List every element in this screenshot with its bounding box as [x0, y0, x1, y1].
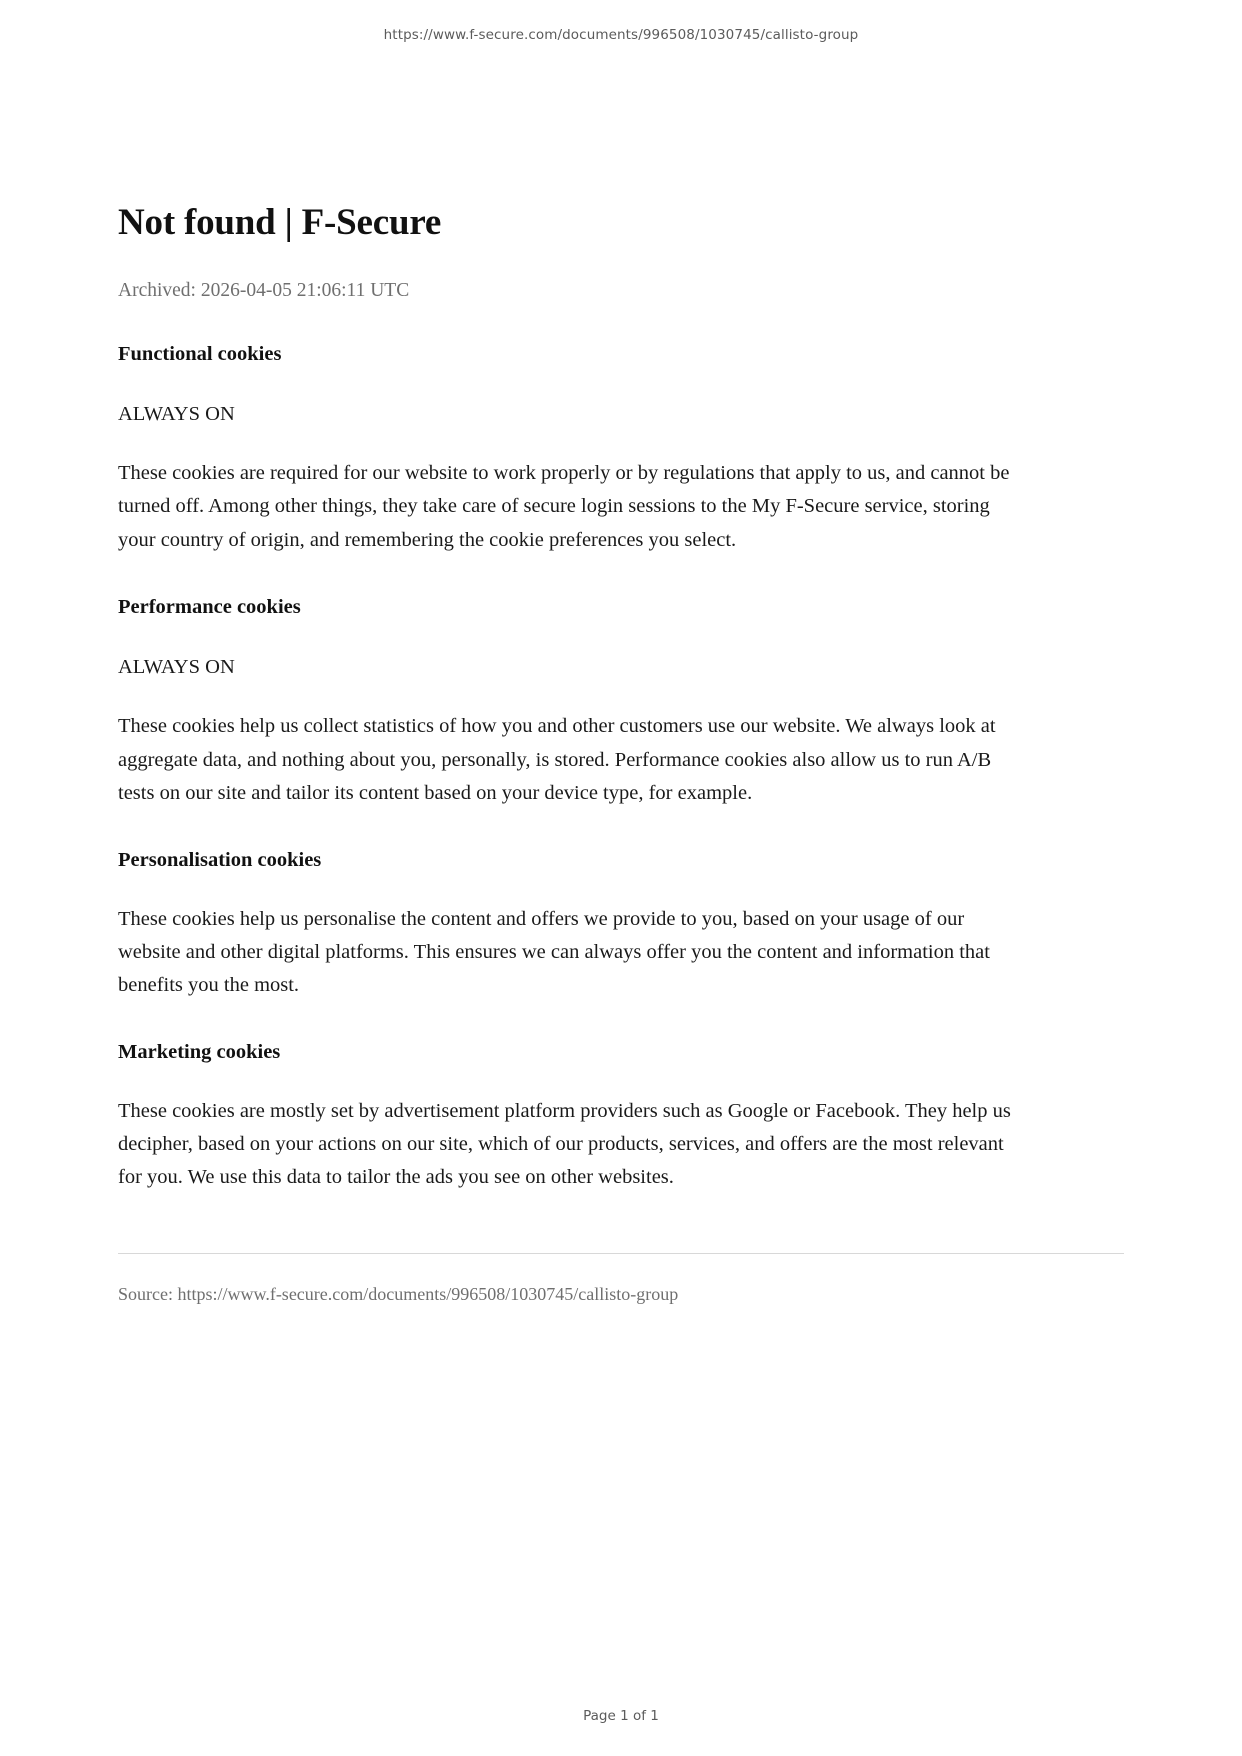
- footer-divider: [118, 1253, 1124, 1254]
- section-body-performance-cookies: These cookies help us collect statistics of how you and other customers use our website. We always look at aggregate data, and nothing about you, personally, is stored. Performance cookies also allow us to run A/B tests on our site and tailor its content based on your device type, for example.: [118, 715, 996, 804]
- section-heading-marketing-cookies: Marketing cookies: [118, 1041, 281, 1064]
- page-number: Page 1 of 1: [583, 1708, 659, 1724]
- section-heading-performance-cookies: Performance cookies: [118, 595, 301, 618]
- section-body-marketing-cookies: These cookies are mostly set by advertisement platform providers such as Google or Facebook. They help us decipher, based on your actions on our site, which of our products, services, and offers are the most relevant for you. We use this data to tailor the ads you see on other websites.: [118, 1099, 1011, 1189]
- page-title: Not found | F-Secure: [118, 202, 442, 243]
- archived-timestamp: Archived: 2026-04-05 21:06:11 UTC: [118, 279, 410, 301]
- section-heading-functional-cookies: Functional cookies: [118, 342, 282, 365]
- section-status-functional-cookies: ALWAYS ON: [118, 402, 235, 425]
- section-body-personalisation-cookies: These cookies help us personalise the content and offers we provide to you, based on your usage of our website and other digital platforms. This ensures we can always offer you the content and information that benefits you the most.: [118, 907, 990, 997]
- section-status-performance-cookies: ALWAYS ON: [118, 655, 235, 678]
- source-line: Source: https://www.f-secure.com/documents/996508/1030745/callisto-group: [118, 1283, 679, 1304]
- header-url: https://www.f-secure.com/documents/996508/1030745/callisto-group: [383, 27, 859, 43]
- section-heading-personalisation-cookies: Personalisation cookies: [118, 848, 322, 871]
- section-body-functional-cookies: These cookies are required for our website to work properly or by regulations that apply to us, and cannot be turned off. Among other things, they take care of secure login sessions to the My F-Secure service, storing your country of origin, and remembering the cookie preferences you select.: [118, 462, 1010, 551]
